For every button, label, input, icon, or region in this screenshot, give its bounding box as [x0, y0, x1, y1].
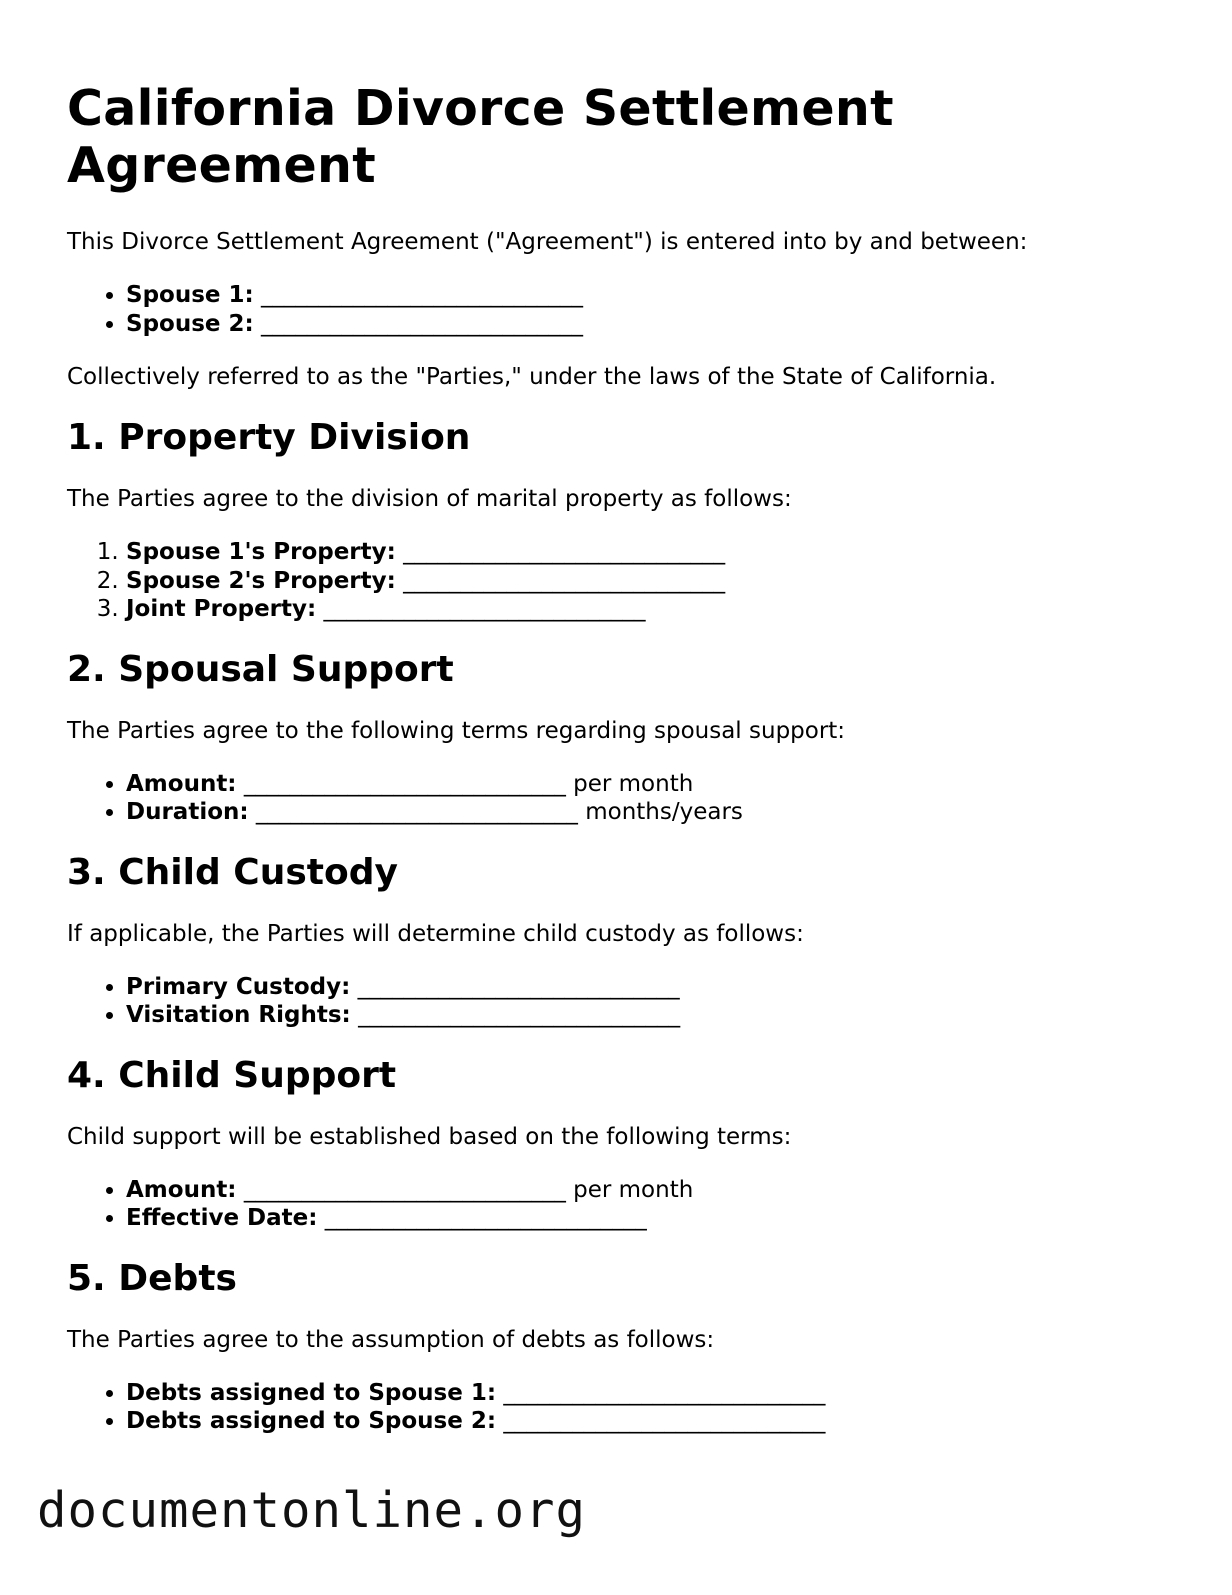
section-text-child-support: Child support will be established based on the following terms:: [67, 1123, 792, 1150]
blank-line: ____________________________: [358, 1002, 681, 1028]
blank-line: ____________________________: [403, 567, 726, 594]
field-suffix: months/years: [577, 799, 743, 825]
blank-line: ____________________________: [243, 1176, 566, 1203]
section-heading-child-support: 4. Child Support: [67, 1054, 397, 1096]
blank-line: ____________________________: [503, 1379, 826, 1406]
child-support-list: [67, 1176, 1187, 1233]
field-label: Spouse 2's Property:: [126, 567, 396, 594]
field-label: Spouse 1:: [126, 282, 254, 308]
list-item: [126, 1379, 1187, 1408]
list-item: [126, 798, 1187, 827]
blank-line: ____________________________: [261, 282, 584, 308]
blank-line: ____________________________: [403, 539, 726, 565]
field-label: Spouse 1's Property:: [126, 539, 396, 565]
property-list: [67, 538, 1187, 624]
list-item: [126, 567, 1187, 596]
section-text-custody: If applicable, the Parties will determine child custody as follows:: [67, 920, 804, 947]
intro-paragraph: This Divorce Settlement Agreement ("Agreement") is entered into by and between:: [67, 229, 1028, 255]
field-label: Amount:: [126, 770, 237, 797]
list-item: [126, 1204, 1187, 1233]
custody-list: [67, 973, 1187, 1030]
blank-line: ____________________________: [261, 310, 584, 337]
section-text-spousal: The Parties agree to the following terms regarding spousal support:: [67, 717, 846, 744]
blank-line: ____________________________: [255, 799, 578, 825]
section-heading-custody: 3. Child Custody: [67, 851, 398, 893]
field-label: Duration:: [126, 799, 249, 825]
list-item: [126, 281, 1187, 310]
parties-list: [67, 281, 1187, 338]
list-item: [126, 973, 1187, 1002]
field-label: Amount:: [126, 1176, 237, 1203]
list-item: [126, 310, 1187, 339]
list-item: [126, 1001, 1187, 1030]
section-heading-property: 1. Property Division: [67, 417, 471, 458]
field-label: Debts assigned to Spouse 1:: [126, 1379, 497, 1406]
list-item: [126, 1407, 1187, 1436]
list-item: [126, 595, 1187, 624]
section-heading-debts: 5. Debts: [67, 1257, 237, 1299]
collective-paragraph: Collectively referred to as the "Parties," under the laws of the State of California.: [67, 364, 997, 390]
blank-line: ____________________________: [324, 1205, 647, 1231]
field-label: Visitation Rights:: [126, 1002, 351, 1028]
section-text-debts: The Parties agree to the assumption of debts as follows:: [67, 1326, 715, 1353]
field-label: Debts assigned to Spouse 2:: [126, 1408, 497, 1434]
section-text-property: The Parties agree to the division of marital property as follows:: [67, 486, 792, 512]
blank-line: ____________________________: [357, 973, 680, 1000]
debts-list: [67, 1379, 1187, 1436]
blank-line: ____________________________: [323, 596, 646, 622]
field-suffix: per month: [565, 1176, 694, 1203]
field-suffix: per month: [565, 770, 694, 797]
blank-line: ____________________________: [243, 770, 566, 797]
section-heading-spousal: 2. Spousal Support: [67, 648, 454, 690]
field-label: Spouse 2:: [126, 310, 254, 337]
blank-line: ____________________________: [503, 1408, 826, 1434]
field-label: Joint Property:: [126, 596, 317, 622]
document-title: California Divorce Settlement Agreement: [67, 80, 894, 194]
document-page: [67, 80, 1187, 1460]
list-item: [126, 538, 1187, 567]
watermark: documentonline.org: [37, 1482, 587, 1539]
field-label: Effective Date:: [126, 1205, 318, 1231]
list-item: [126, 1176, 1187, 1205]
spousal-list: [67, 770, 1187, 827]
field-label: Primary Custody:: [126, 973, 351, 1000]
list-item: [126, 770, 1187, 799]
